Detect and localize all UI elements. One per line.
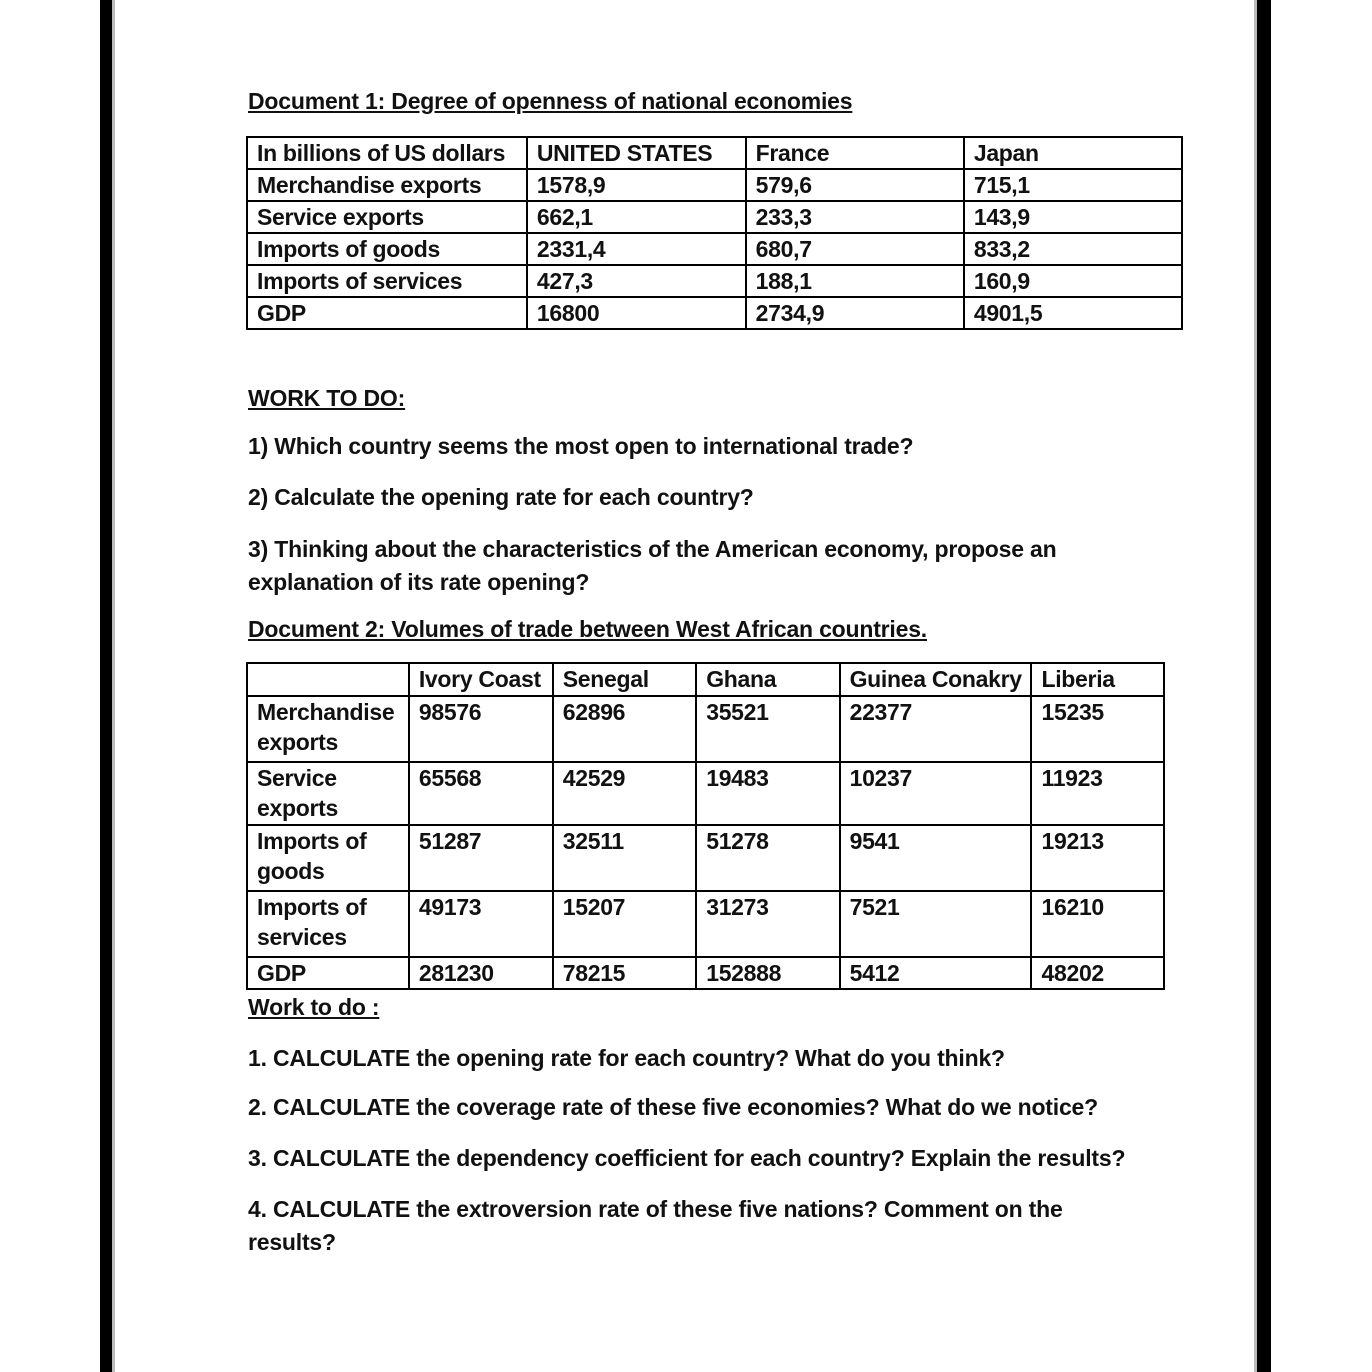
table-cell: 49173 <box>409 891 553 957</box>
page-border-right <box>1257 0 1271 1372</box>
doc1-question-1: 1) Which country seems the most open to international trade? <box>248 433 914 459</box>
row-label: GDP <box>247 957 409 989</box>
row-label: Merchandise exports <box>247 169 527 201</box>
doc1-table <box>246 136 1183 330</box>
header-cell: France <box>746 137 964 169</box>
header-cell: Senegal <box>553 663 696 696</box>
table-cell: 152888 <box>696 957 839 989</box>
table-cell: 62896 <box>553 696 696 762</box>
table-cell: 281230 <box>409 957 553 989</box>
row-label: Imports of goods <box>247 233 527 265</box>
doc1-question-3: 3) Thinking about the characteristics of the American economy, propose an explanation of its rate opening? <box>248 536 1057 595</box>
table-cell: 579,6 <box>746 169 964 201</box>
table-cell: 51278 <box>696 825 839 891</box>
table-cell: 15235 <box>1031 696 1164 762</box>
table-cell: 427,3 <box>527 265 746 297</box>
doc1-work-heading: WORK TO DO: <box>248 385 406 411</box>
table-row <box>247 825 1164 891</box>
table-cell: 10237 <box>840 762 1032 825</box>
doc2-question-3: 3. CALCULATE the dependency coefficient for each country? Explain the results? <box>248 1145 1126 1171</box>
table-row <box>247 957 1164 989</box>
header-cell: Ivory Coast <box>409 663 553 696</box>
row-label: Imports of services <box>247 891 409 957</box>
table-cell: 9541 <box>840 825 1032 891</box>
table-cell: 188,1 <box>746 265 964 297</box>
row-label: Merchandise exports <box>247 696 409 762</box>
header-cell: Ghana <box>696 663 839 696</box>
table-cell: 51287 <box>409 825 553 891</box>
table-cell: 4901,5 <box>964 297 1182 329</box>
header-cell <box>247 663 409 696</box>
row-label: Service exports <box>247 762 409 825</box>
table-cell: 31273 <box>696 891 839 957</box>
table-cell: 15207 <box>553 891 696 957</box>
doc2-question-2: 2. CALCULATE the coverage rate of these five economies? What do we notice? <box>248 1094 1098 1120</box>
header-cell: In billions of US dollars <box>247 137 527 169</box>
table-cell: 19483 <box>696 762 839 825</box>
doc1-question-2: 2) Calculate the opening rate for each country? <box>248 484 754 510</box>
table-cell: 22377 <box>840 696 1032 762</box>
table-row <box>247 696 1164 762</box>
doc2-work-heading: Work to do : <box>248 994 380 1020</box>
table-cell: 16210 <box>1031 891 1164 957</box>
table-cell: 65568 <box>409 762 553 825</box>
doc2-title: Document 2: Volumes of trade between West African countries. <box>248 616 927 642</box>
table-cell: 16800 <box>527 297 746 329</box>
table-cell: 32511 <box>553 825 696 891</box>
table-cell: 160,9 <box>964 265 1182 297</box>
table-cell: 11923 <box>1031 762 1164 825</box>
table-row <box>247 169 1182 201</box>
page-border-left-edge <box>112 0 115 1372</box>
page-border-left <box>100 0 112 1372</box>
header-cell: UNITED STATES <box>527 137 746 169</box>
table-cell: 1578,9 <box>527 169 746 201</box>
table-cell: 2331,4 <box>527 233 746 265</box>
table-cell: 48202 <box>1031 957 1164 989</box>
table-row <box>247 233 1182 265</box>
table-cell: 42529 <box>553 762 696 825</box>
row-label: Imports of services <box>247 265 527 297</box>
table-row <box>247 891 1164 957</box>
table-header-row <box>247 663 1164 696</box>
table-cell: 715,1 <box>964 169 1182 201</box>
table-cell: 98576 <box>409 696 553 762</box>
doc2-question-4: 4. CALCULATE the extroversion rate of these five nations? Comment on the results? <box>248 1196 1063 1255</box>
table-cell: 78215 <box>553 957 696 989</box>
table-row <box>247 297 1182 329</box>
table-cell: 680,7 <box>746 233 964 265</box>
row-label: Imports of goods <box>247 825 409 891</box>
table-row <box>247 201 1182 233</box>
table-header-row <box>247 137 1182 169</box>
table-cell: 7521 <box>840 891 1032 957</box>
table-cell: 19213 <box>1031 825 1164 891</box>
header-cell: Japan <box>964 137 1182 169</box>
table-cell: 833,2 <box>964 233 1182 265</box>
row-label: GDP <box>247 297 527 329</box>
doc2-question-1: 1. CALCULATE the opening rate for each country? What do you think? <box>248 1045 1005 1071</box>
header-cell: Guinea Conakry <box>840 663 1032 696</box>
doc1-title: Document 1: Degree of openness of national economies <box>248 88 853 114</box>
table-cell: 35521 <box>696 696 839 762</box>
table-cell: 5412 <box>840 957 1032 989</box>
table-cell: 662,1 <box>527 201 746 233</box>
table-cell: 2734,9 <box>746 297 964 329</box>
row-label: Service exports <box>247 201 527 233</box>
table-row <box>247 265 1182 297</box>
table-cell: 143,9 <box>964 201 1182 233</box>
table-row <box>247 762 1164 825</box>
header-cell: Liberia <box>1031 663 1164 696</box>
table-cell: 233,3 <box>746 201 964 233</box>
doc2-table <box>246 662 1165 990</box>
